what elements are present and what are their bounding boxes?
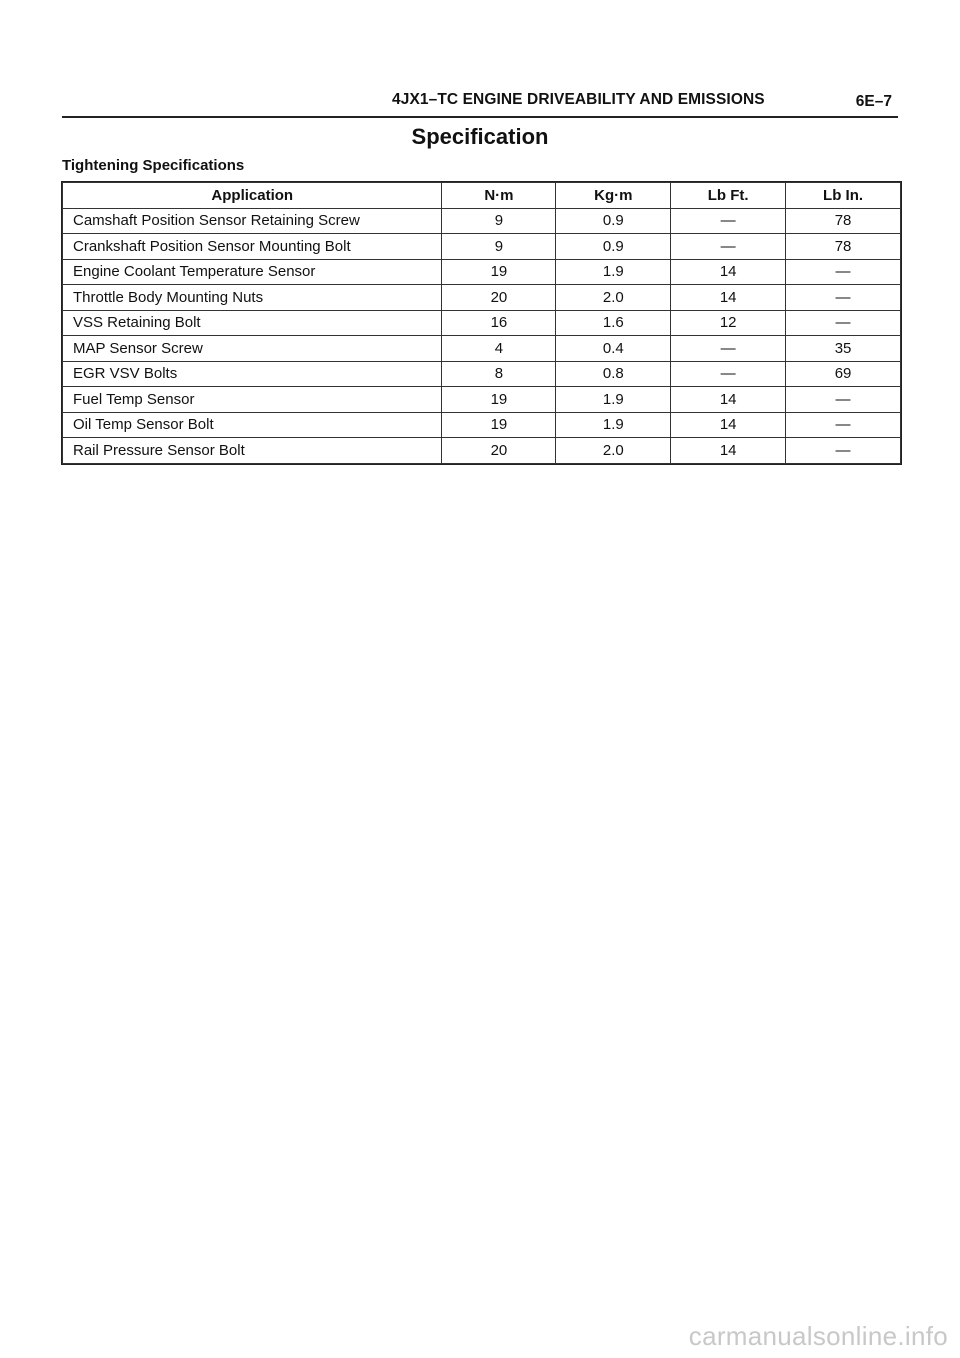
table-row xyxy=(63,234,901,260)
cell-nm: 19 xyxy=(442,387,556,413)
cell-lb-in: — xyxy=(786,310,901,336)
cell-nm: 9 xyxy=(442,208,556,234)
cell-kgm: 1.9 xyxy=(556,387,671,413)
cell-lb-in: 69 xyxy=(786,361,901,387)
column-header-kgm: Kg·m xyxy=(556,183,671,209)
cell-nm: 8 xyxy=(442,361,556,387)
cell-application: Fuel Temp Sensor xyxy=(63,387,442,413)
cell-kgm: 2.0 xyxy=(556,285,671,311)
page-title: Specification xyxy=(411,124,549,149)
cell-lb-ft: 14 xyxy=(671,412,786,438)
cell-application: MAP Sensor Screw xyxy=(63,336,442,362)
cell-lb-in: 78 xyxy=(786,208,901,234)
cell-nm: 9 xyxy=(442,234,556,260)
cell-application: Rail Pressure Sensor Bolt xyxy=(63,438,442,464)
column-header-nm: N·m xyxy=(442,183,556,209)
cell-lb-ft: 14 xyxy=(671,285,786,311)
cell-kgm: 2.0 xyxy=(556,438,671,464)
cell-application: VSS Retaining Bolt xyxy=(63,310,442,336)
cell-application: Engine Coolant Temperature Sensor xyxy=(63,259,442,285)
section-heading: Tightening Specifications xyxy=(62,157,245,174)
table-row xyxy=(63,336,901,362)
column-header-application: Application xyxy=(63,183,442,209)
cell-lb-ft: — xyxy=(671,208,786,234)
cell-nm: 19 xyxy=(442,259,556,285)
cell-lb-in: — xyxy=(786,285,901,311)
cell-nm: 19 xyxy=(442,412,556,438)
site-watermark: carmanualsonline.info xyxy=(688,1321,948,1351)
header-title: 4JX1–TC ENGINE DRIVEABILITY AND EMISSIONS xyxy=(392,91,765,108)
cell-application: Oil Temp Sensor Bolt xyxy=(63,412,442,438)
cell-lb-ft: 14 xyxy=(671,438,786,464)
cell-application: Crankshaft Position Sensor Mounting Bolt xyxy=(63,234,442,260)
table-row xyxy=(63,438,901,464)
cell-lb-ft: 14 xyxy=(671,259,786,285)
table-header-row xyxy=(63,183,901,209)
cell-lb-in: — xyxy=(786,259,901,285)
cell-kgm: 0.9 xyxy=(556,234,671,260)
cell-nm: 16 xyxy=(442,310,556,336)
cell-kgm: 1.9 xyxy=(556,259,671,285)
cell-lb-in: — xyxy=(786,438,901,464)
cell-lb-in: 35 xyxy=(786,336,901,362)
table-row xyxy=(63,208,901,234)
cell-kgm: 1.6 xyxy=(556,310,671,336)
cell-lb-ft: — xyxy=(671,336,786,362)
cell-application: EGR VSV Bolts xyxy=(63,361,442,387)
tightening-specifications-table xyxy=(62,182,901,464)
cell-lb-ft: — xyxy=(671,361,786,387)
cell-nm: 4 xyxy=(442,336,556,362)
cell-kgm: 0.4 xyxy=(556,336,671,362)
cell-nm: 20 xyxy=(442,438,556,464)
page-number: 6E–7 xyxy=(855,93,892,110)
column-header-lb-in: Lb In. xyxy=(786,183,901,209)
table-row xyxy=(63,412,901,438)
cell-application: Camshaft Position Sensor Retaining Screw xyxy=(63,208,442,234)
column-header-lb-ft: Lb Ft. xyxy=(671,183,786,209)
cell-lb-ft: 14 xyxy=(671,387,786,413)
cell-lb-ft: — xyxy=(671,234,786,260)
cell-lb-in: 78 xyxy=(786,234,901,260)
table-row xyxy=(63,361,901,387)
cell-lb-in: — xyxy=(786,387,901,413)
cell-lb-ft: 12 xyxy=(671,310,786,336)
cell-application: Throttle Body Mounting Nuts xyxy=(63,285,442,311)
page-header xyxy=(62,88,898,118)
cell-kgm: 0.9 xyxy=(556,208,671,234)
cell-kgm: 1.9 xyxy=(556,412,671,438)
table-row xyxy=(63,387,901,413)
cell-lb-in: — xyxy=(786,412,901,438)
cell-kgm: 0.8 xyxy=(556,361,671,387)
table-row xyxy=(63,285,901,311)
table-row xyxy=(63,259,901,285)
table-row xyxy=(63,310,901,336)
cell-nm: 20 xyxy=(442,285,556,311)
